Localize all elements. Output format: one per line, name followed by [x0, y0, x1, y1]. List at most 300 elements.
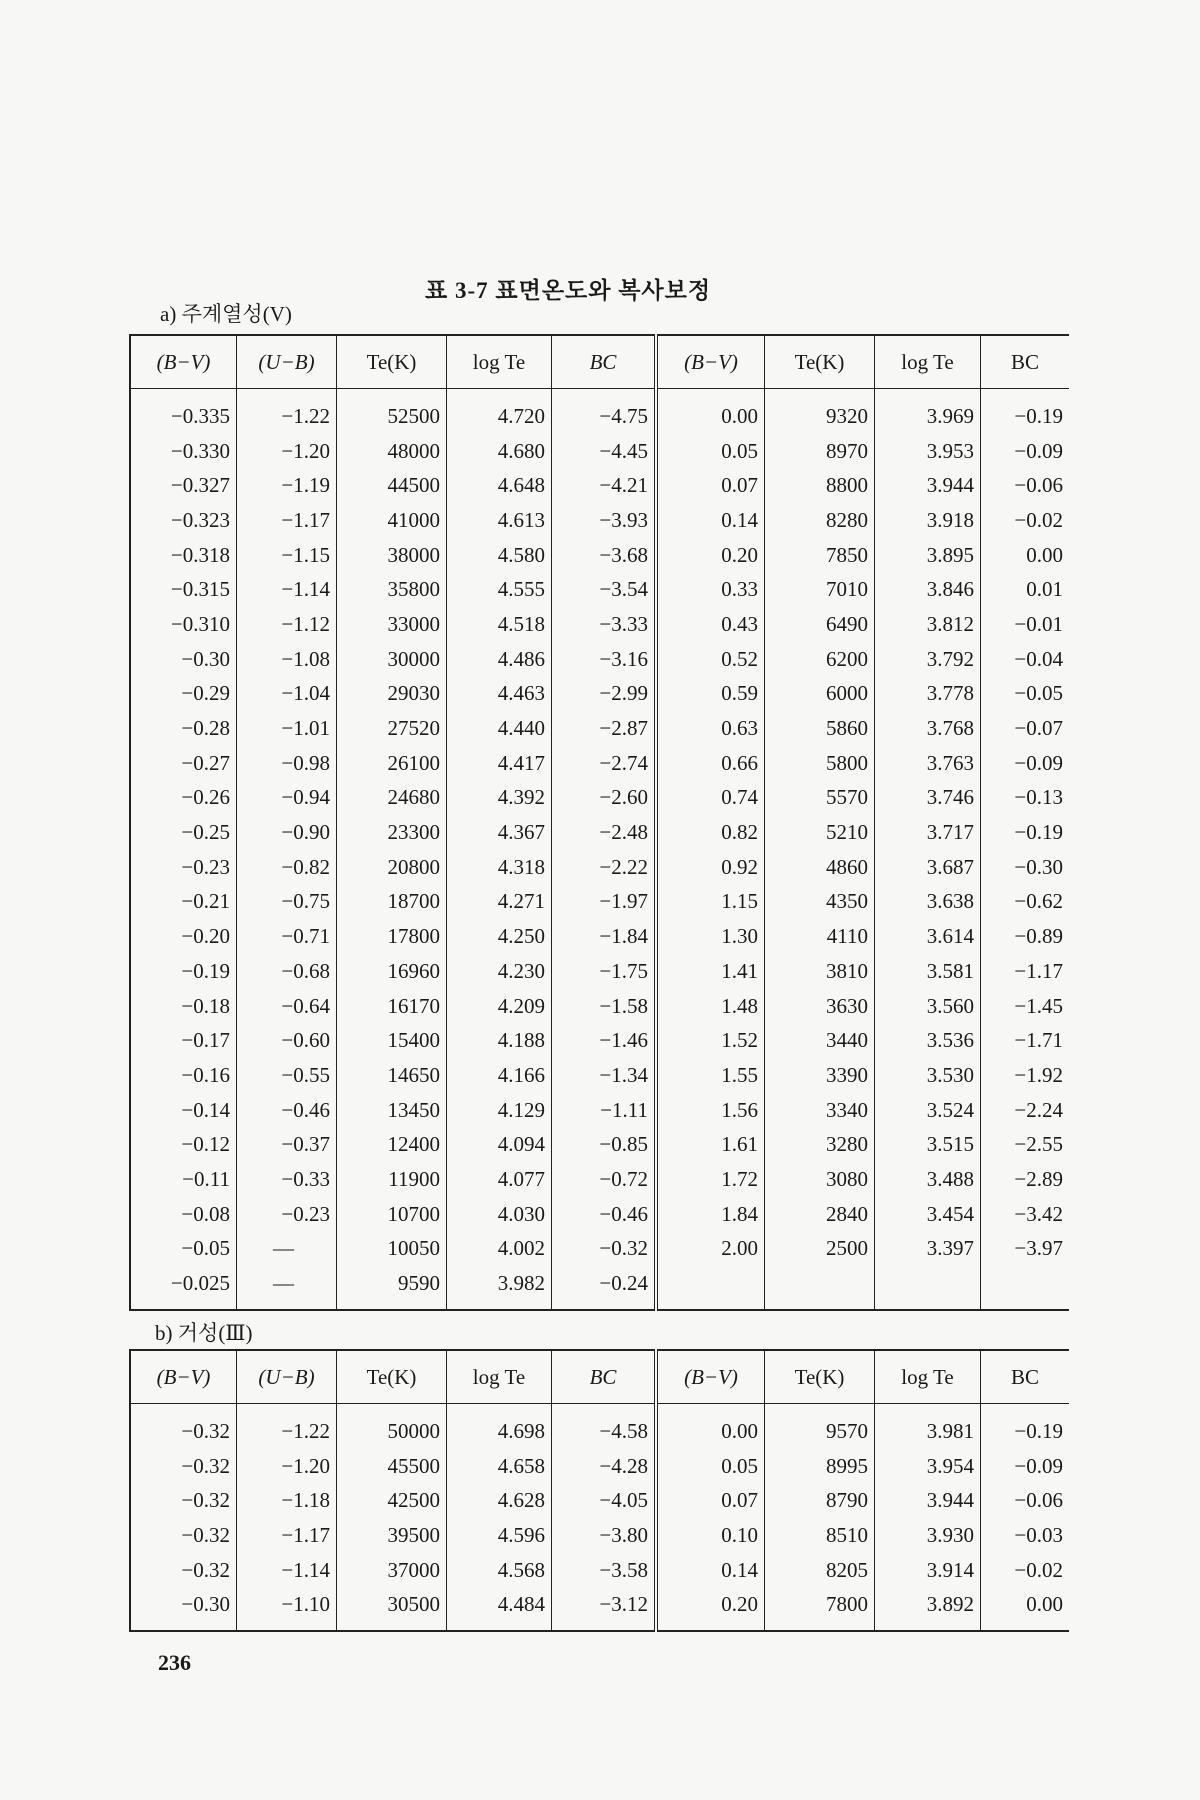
table-cell: 3.614	[875, 919, 981, 954]
table-cell: −1.15	[237, 538, 337, 573]
table-cell: 4.613	[447, 503, 552, 538]
table-cell: −1.19	[237, 468, 337, 503]
column-header: BC	[552, 335, 657, 389]
table-cell: −0.89	[981, 919, 1070, 954]
table-cell: −0.32	[130, 1518, 237, 1553]
table-cell: 13450	[337, 1093, 447, 1128]
table-cell: −0.20	[130, 919, 237, 954]
table-cell: 4.271	[447, 885, 552, 920]
table-cell: 3.768	[875, 711, 981, 746]
table-cell: 3.746	[875, 781, 981, 816]
table-cell: 10050	[337, 1232, 447, 1267]
table-cell: 3.944	[875, 468, 981, 503]
table-cell: −0.33	[237, 1162, 337, 1197]
table-cell: 20800	[337, 850, 447, 885]
table-cell: 3.717	[875, 815, 981, 850]
table-cell: −0.26	[130, 781, 237, 816]
table-cell: −1.10	[237, 1587, 337, 1631]
table-cell: −1.97	[552, 885, 657, 920]
table-row	[130, 1404, 1069, 1449]
table-cell: −0.08	[130, 1197, 237, 1232]
table-cell: 0.00	[656, 1404, 765, 1449]
table-cell: 7010	[765, 572, 875, 607]
table-cell: −1.75	[552, 954, 657, 989]
table-cell: 0.07	[656, 468, 765, 503]
table-cell: −0.06	[981, 1483, 1070, 1518]
table-cell: 4.658	[447, 1449, 552, 1484]
table-cell: 4.555	[447, 572, 552, 607]
table-cell: −2.60	[552, 781, 657, 816]
table-cell: −1.04	[237, 677, 337, 712]
table-cell: −0.32	[130, 1483, 237, 1518]
table-cell: 0.33	[656, 572, 765, 607]
table-cell: 6000	[765, 677, 875, 712]
column-header: BC	[552, 1350, 657, 1404]
table-row	[130, 468, 1069, 503]
table-cell: 3.895	[875, 538, 981, 573]
table-cell: 26100	[337, 746, 447, 781]
table-cell: 4.166	[447, 1058, 552, 1093]
table-cell: 29030	[337, 677, 447, 712]
table-cell: −0.02	[981, 503, 1070, 538]
table-cell	[981, 1266, 1070, 1310]
table-cell: −1.46	[552, 1023, 657, 1058]
table-cell: −3.58	[552, 1553, 657, 1588]
table-cell: −1.71	[981, 1023, 1070, 1058]
table-cell: 0.43	[656, 607, 765, 642]
table-row	[130, 1058, 1069, 1093]
table-cell: −0.55	[237, 1058, 337, 1093]
column-header: Te(K)	[337, 335, 447, 389]
column-header: Te(K)	[337, 1350, 447, 1404]
table-cell: −0.05	[130, 1232, 237, 1267]
table-cell: 0.59	[656, 677, 765, 712]
table-row	[130, 711, 1069, 746]
column-header: (U−B)	[237, 1350, 337, 1404]
table-row	[130, 434, 1069, 469]
table-cell: 0.07	[656, 1483, 765, 1518]
table-cell: 39500	[337, 1518, 447, 1553]
table-cell: −3.54	[552, 572, 657, 607]
table-cell: −0.98	[237, 746, 337, 781]
table-cell: 35800	[337, 572, 447, 607]
table-cell: 3.524	[875, 1093, 981, 1128]
table-cell: 4.392	[447, 781, 552, 816]
table-cell: 0.10	[656, 1518, 765, 1553]
table-cell: 8995	[765, 1449, 875, 1484]
column-header: BC	[981, 335, 1070, 389]
table-row	[130, 1553, 1069, 1588]
table-cell: 4.188	[447, 1023, 552, 1058]
table-row	[130, 1518, 1069, 1553]
table-cell: 3.953	[875, 434, 981, 469]
table-cell: 8280	[765, 503, 875, 538]
table-cell: −0.82	[237, 850, 337, 885]
table-cell: 15400	[337, 1023, 447, 1058]
table-cell: 17800	[337, 919, 447, 954]
table-cell: 4.568	[447, 1553, 552, 1588]
table-cell: −0.21	[130, 885, 237, 920]
table-cell: 4.484	[447, 1587, 552, 1631]
section-a-label: a) 주계열성(V)	[160, 302, 292, 326]
table-cell: −0.23	[237, 1197, 337, 1232]
table-cell: −1.20	[237, 1449, 337, 1484]
table-cell: −4.75	[552, 389, 657, 434]
table-row	[130, 781, 1069, 816]
table-cell: −0.68	[237, 954, 337, 989]
table-cell: 4.030	[447, 1197, 552, 1232]
table-cell: 3.581	[875, 954, 981, 989]
table-cell: 4.486	[447, 642, 552, 677]
table-cell: −2.48	[552, 815, 657, 850]
table-cell: 18700	[337, 885, 447, 920]
table-cell: −0.14	[130, 1093, 237, 1128]
table-cell: −4.28	[552, 1449, 657, 1484]
table-cell: 3.981	[875, 1404, 981, 1449]
table-cell: 9320	[765, 389, 875, 434]
table-cell: 4.077	[447, 1162, 552, 1197]
table-cell: 3.969	[875, 389, 981, 434]
table-cell: −0.30	[981, 850, 1070, 885]
table-cell: 3.488	[875, 1162, 981, 1197]
table-cell: 4.518	[447, 607, 552, 642]
table-cell: 33000	[337, 607, 447, 642]
table-cell: 3.918	[875, 503, 981, 538]
table-cell: 41000	[337, 503, 447, 538]
table-cell: −0.04	[981, 642, 1070, 677]
table-cell: −0.12	[130, 1127, 237, 1162]
table-cell: −0.18	[130, 989, 237, 1024]
table-cell: 23300	[337, 815, 447, 850]
table-cell: 4.417	[447, 746, 552, 781]
table-cell: 14650	[337, 1058, 447, 1093]
table-cell: −0.310	[130, 607, 237, 642]
table-cell: 48000	[337, 434, 447, 469]
table-cell: −0.94	[237, 781, 337, 816]
table-cell: −1.20	[237, 434, 337, 469]
table-cell	[656, 1266, 765, 1310]
table-giants	[129, 1349, 1069, 1632]
table-cell: −0.19	[981, 389, 1070, 434]
table-cell: 42500	[337, 1483, 447, 1518]
table-row	[130, 1093, 1069, 1128]
column-header: BC	[981, 1350, 1070, 1404]
table-cell: 4.318	[447, 850, 552, 885]
table-cell: −0.05	[981, 677, 1070, 712]
table-cell: 3.454	[875, 1197, 981, 1232]
table-cell: −0.335	[130, 389, 237, 434]
table-cell: 3630	[765, 989, 875, 1024]
table-cell: 1.84	[656, 1197, 765, 1232]
table-cell: 3810	[765, 954, 875, 989]
column-header: Te(K)	[765, 1350, 875, 1404]
table-row	[130, 1449, 1069, 1484]
table-cell: 4.367	[447, 815, 552, 850]
table-cell: −2.24	[981, 1093, 1070, 1128]
table-cell: 0.01	[981, 572, 1070, 607]
table-row	[130, 1232, 1069, 1267]
table-cell: −2.89	[981, 1162, 1070, 1197]
table-cell: −0.85	[552, 1127, 657, 1162]
table-cell: 8800	[765, 468, 875, 503]
table-cell: 4.463	[447, 677, 552, 712]
table-main-sequence	[129, 334, 1069, 1311]
table-cell: 0.74	[656, 781, 765, 816]
table-cell: 4.628	[447, 1483, 552, 1518]
table-row	[130, 1197, 1069, 1232]
table-row	[130, 919, 1069, 954]
table-row	[130, 677, 1069, 712]
table-cell: 4.209	[447, 989, 552, 1024]
table-cell: −3.33	[552, 607, 657, 642]
table-cell: 30000	[337, 642, 447, 677]
table-cell: 3.846	[875, 572, 981, 607]
table-cell: −0.75	[237, 885, 337, 920]
table-cell: 4.720	[447, 389, 552, 434]
table-cell: 4110	[765, 919, 875, 954]
table-cell: 38000	[337, 538, 447, 573]
table-cell: 3.536	[875, 1023, 981, 1058]
table-cell: −0.330	[130, 434, 237, 469]
table-row	[130, 1127, 1069, 1162]
table-cell: 1.30	[656, 919, 765, 954]
table-cell: −0.09	[981, 434, 1070, 469]
table-cell: −1.14	[237, 1553, 337, 1588]
table-cell: −0.62	[981, 885, 1070, 920]
table-row	[130, 1266, 1069, 1310]
table-cell: −3.42	[981, 1197, 1070, 1232]
table-cell: 3.792	[875, 642, 981, 677]
table-cell: 1.61	[656, 1127, 765, 1162]
table-cell: 9590	[337, 1266, 447, 1310]
table-cell: 3.892	[875, 1587, 981, 1631]
page-number: 236	[158, 1650, 191, 1675]
table-cell: −0.09	[981, 1449, 1070, 1484]
table-cell: −0.19	[981, 1404, 1070, 1449]
table-cell: 0.14	[656, 503, 765, 538]
table-cell: −0.19	[130, 954, 237, 989]
table-cell: 2.00	[656, 1232, 765, 1267]
table-row	[130, 389, 1069, 434]
table-cell: 0.05	[656, 1449, 765, 1484]
column-header: (B−V)	[656, 1350, 765, 1404]
table-cell: −1.92	[981, 1058, 1070, 1093]
table-cell: −1.14	[237, 572, 337, 607]
table-cell: −1.34	[552, 1058, 657, 1093]
table-cell: 3.515	[875, 1127, 981, 1162]
table-cell: −2.74	[552, 746, 657, 781]
table-cell: 3390	[765, 1058, 875, 1093]
table-cell: 11900	[337, 1162, 447, 1197]
table-cell: 3.560	[875, 989, 981, 1024]
table-cell	[875, 1266, 981, 1310]
table-cell: 1.15	[656, 885, 765, 920]
table-cell: −1.17	[237, 1518, 337, 1553]
table-cell: 0.14	[656, 1553, 765, 1588]
table-cell: 45500	[337, 1449, 447, 1484]
table-cell: −1.84	[552, 919, 657, 954]
table-cell: −0.72	[552, 1162, 657, 1197]
table-cell: −3.80	[552, 1518, 657, 1553]
table-cell: −3.16	[552, 642, 657, 677]
table-cell: 24680	[337, 781, 447, 816]
table-cell: 1.48	[656, 989, 765, 1024]
table-cell: −0.25	[130, 815, 237, 850]
table-cell: −3.68	[552, 538, 657, 573]
table-cell: 12400	[337, 1127, 447, 1162]
table-cell: −2.22	[552, 850, 657, 885]
table-cell: 8970	[765, 434, 875, 469]
table-cell: 1.41	[656, 954, 765, 989]
table-cell: 2500	[765, 1232, 875, 1267]
table-row	[130, 538, 1069, 573]
table-cell: 6490	[765, 607, 875, 642]
table-cell: −1.18	[237, 1483, 337, 1518]
table-cell: 4.596	[447, 1518, 552, 1553]
table-cell: −4.58	[552, 1404, 657, 1449]
table-cell: 5210	[765, 815, 875, 850]
table-cell: 4.250	[447, 919, 552, 954]
table-cell: 52500	[337, 389, 447, 434]
table-cell: 7800	[765, 1587, 875, 1631]
table-row	[130, 1023, 1069, 1058]
table-cell: 4860	[765, 850, 875, 885]
table-cell: 1.72	[656, 1162, 765, 1197]
table-cell	[765, 1266, 875, 1310]
table-cell: 4.440	[447, 711, 552, 746]
column-header: (U−B)	[237, 335, 337, 389]
table-cell: 4.580	[447, 538, 552, 573]
table-cell: −0.318	[130, 538, 237, 573]
table-cell: −1.01	[237, 711, 337, 746]
table-cell: 4.230	[447, 954, 552, 989]
table-cell: −1.22	[237, 1404, 337, 1449]
table-row	[130, 1587, 1069, 1631]
table-cell: −0.30	[130, 1587, 237, 1631]
table-cell: 4.129	[447, 1093, 552, 1128]
table-row	[130, 503, 1069, 538]
table-cell: 3280	[765, 1127, 875, 1162]
table-cell: 0.82	[656, 815, 765, 850]
table-cell: 0.00	[656, 389, 765, 434]
table-cell: −0.06	[981, 468, 1070, 503]
table-cell: −0.025	[130, 1266, 237, 1310]
table-cell: −1.17	[237, 503, 337, 538]
table-cell: −0.30	[130, 642, 237, 677]
table-row	[130, 607, 1069, 642]
table-cell: −2.87	[552, 711, 657, 746]
table-cell: 4.648	[447, 468, 552, 503]
table-cell: 0.20	[656, 538, 765, 573]
table-cell: −2.55	[981, 1127, 1070, 1162]
table-cell: 4350	[765, 885, 875, 920]
table-cell: 0.05	[656, 434, 765, 469]
table-cell: −1.58	[552, 989, 657, 1024]
table-cell: 8510	[765, 1518, 875, 1553]
table-row	[130, 989, 1069, 1024]
table-cell: −4.05	[552, 1483, 657, 1518]
table-cell: 3.914	[875, 1553, 981, 1588]
table-row	[130, 1483, 1069, 1518]
column-header: log Te	[875, 1350, 981, 1404]
section-b-label: b) 거성(Ⅲ)	[155, 1321, 253, 1345]
table-cell: 30500	[337, 1587, 447, 1631]
table-cell: −0.60	[237, 1023, 337, 1058]
table-row	[130, 954, 1069, 989]
table-cell: −1.12	[237, 607, 337, 642]
table-cell: −0.327	[130, 468, 237, 503]
table-cell: −0.37	[237, 1127, 337, 1162]
table-cell: −0.28	[130, 711, 237, 746]
table-cell: 0.52	[656, 642, 765, 677]
table-cell: −0.27	[130, 746, 237, 781]
table-cell: 0.63	[656, 711, 765, 746]
table-cell: 3440	[765, 1023, 875, 1058]
table-cell: −0.11	[130, 1162, 237, 1197]
table-cell: 3.812	[875, 607, 981, 642]
table-row	[130, 642, 1069, 677]
table-cell: 3.638	[875, 885, 981, 920]
table-cell: −0.46	[237, 1093, 337, 1128]
column-header: (B−V)	[130, 335, 237, 389]
table-cell: 0.00	[981, 538, 1070, 573]
table-cell: 50000	[337, 1404, 447, 1449]
table-cell: 3.930	[875, 1518, 981, 1553]
table-cell: −0.315	[130, 572, 237, 607]
table-cell: 4.680	[447, 434, 552, 469]
table-cell: −0.32	[130, 1449, 237, 1484]
table-cell: 3.687	[875, 850, 981, 885]
table-cell: −0.09	[981, 746, 1070, 781]
table-row	[130, 815, 1069, 850]
column-header: (B−V)	[656, 335, 765, 389]
table-cell: −0.32	[130, 1553, 237, 1588]
table-cell: 5800	[765, 746, 875, 781]
table-cell: 1.56	[656, 1093, 765, 1128]
table-cell: 3.763	[875, 746, 981, 781]
table-cell: 8790	[765, 1483, 875, 1518]
column-header: log Te	[447, 335, 552, 389]
table-cell: 8205	[765, 1553, 875, 1588]
table-cell: —	[237, 1232, 337, 1267]
table-cell: 7850	[765, 538, 875, 573]
table-cell: 3.982	[447, 1266, 552, 1310]
table-cell: 4.698	[447, 1404, 552, 1449]
table-cell: −0.71	[237, 919, 337, 954]
table-cell: −4.45	[552, 434, 657, 469]
table-cell: −0.29	[130, 677, 237, 712]
table-cell: 4.002	[447, 1232, 552, 1267]
table-cell: 37000	[337, 1553, 447, 1588]
table-cell: 1.55	[656, 1058, 765, 1093]
table-row	[130, 885, 1069, 920]
table-cell: −0.13	[981, 781, 1070, 816]
table-cell: −2.99	[552, 677, 657, 712]
table-cell: −1.22	[237, 389, 337, 434]
table-cell: 27520	[337, 711, 447, 746]
table-cell: −3.93	[552, 503, 657, 538]
table-cell: −0.03	[981, 1518, 1070, 1553]
table-cell: 16170	[337, 989, 447, 1024]
table-cell: 0.00	[981, 1587, 1070, 1631]
table-row	[130, 850, 1069, 885]
table-cell: 0.66	[656, 746, 765, 781]
table-cell: 0.92	[656, 850, 765, 885]
table-cell: −3.12	[552, 1587, 657, 1631]
table-cell: −0.24	[552, 1266, 657, 1310]
table-title: 표 3-7 표면온도와 복사보정	[425, 278, 712, 303]
table-cell: 9570	[765, 1404, 875, 1449]
